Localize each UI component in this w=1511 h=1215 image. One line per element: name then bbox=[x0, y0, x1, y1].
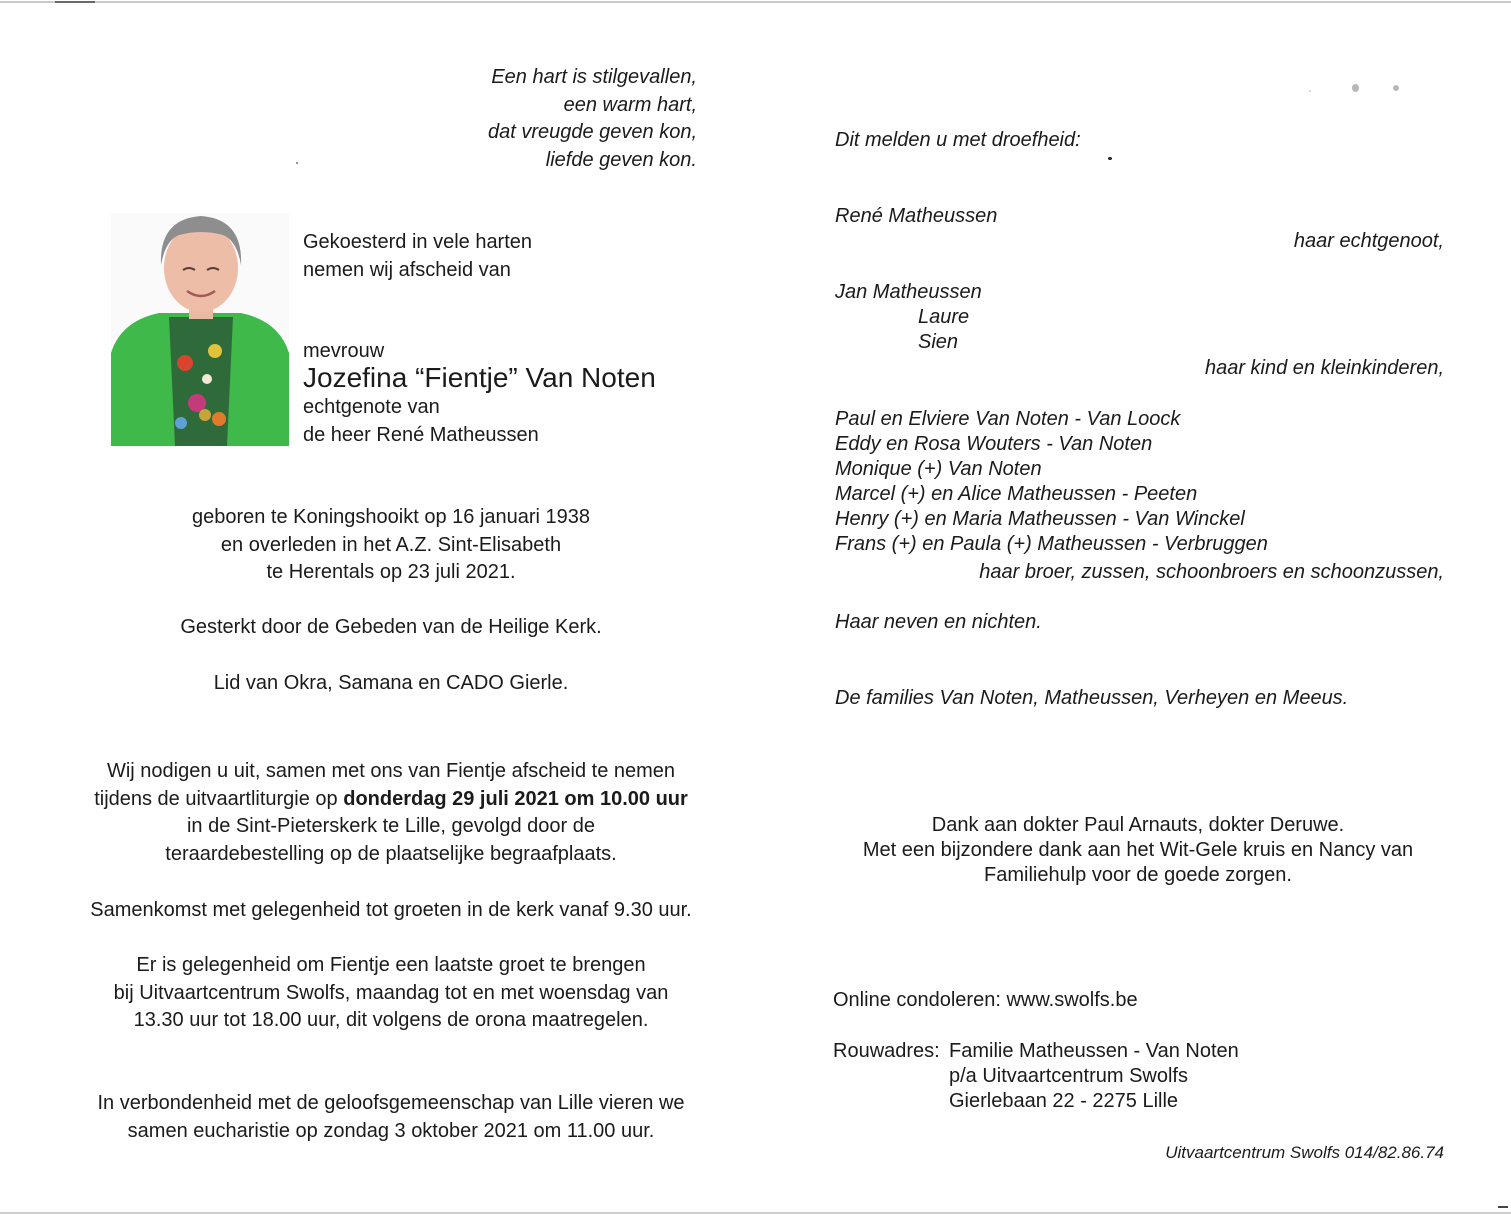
deceased-name: Jozefina “Fientje” Van Noten bbox=[303, 362, 656, 393]
spouse-line: de heer René Matheussen bbox=[303, 423, 539, 446]
invitation-line: in de Sint-Pieterskerk te Lille, gevolgd door de bbox=[186, 815, 595, 837]
siblings-relation: haar broer, zussen, schoonbroers en schoonzussen, bbox=[979, 561, 1444, 583]
online-condolence: Online condoleren: www.swolfs.be bbox=[833, 989, 1138, 1011]
funeral-invitation bbox=[60, 758, 722, 868]
scan-speck bbox=[1393, 85, 1399, 91]
sibling-entry: Monique (+) Van Noten bbox=[835, 458, 1042, 480]
child-name: Jan Matheussen bbox=[835, 281, 982, 303]
child-block bbox=[835, 280, 982, 355]
spouse-info bbox=[303, 394, 656, 449]
intro-line: Gekoesterd in vele harten bbox=[303, 231, 533, 253]
undertaker-contact: Uitvaartcentrum Swolfs 014/82.86.74 bbox=[1165, 1143, 1444, 1162]
sibling-entry: Marcel (+) en Alice Matheussen - Peeten bbox=[835, 483, 1198, 505]
scan-speck bbox=[1352, 84, 1359, 92]
address-line: Familie Matheussen - Van Noten bbox=[949, 1040, 1239, 1062]
top-scan-mark bbox=[55, 1, 95, 3]
mass-line: In verbondenheid met de geloofsgemeenschap van Lille vieren we bbox=[97, 1092, 685, 1114]
birth-death-line: en overleden in het A.Z. Sint-Elisabeth bbox=[220, 533, 562, 556]
grandchild-name: Laure bbox=[918, 306, 970, 328]
visitation-info bbox=[60, 952, 722, 1035]
invitation-line bbox=[60, 786, 722, 814]
address-lines bbox=[949, 1039, 1239, 1114]
scan-speck bbox=[1108, 157, 1112, 160]
intro-line: nemen wij afscheid van bbox=[303, 258, 511, 281]
spouse-line: echtgenote van bbox=[303, 396, 440, 418]
mass-line: samen eucharistie op zondag 3 oktober 2021 om 11.00 uur. bbox=[127, 1119, 655, 1142]
memorial-poem bbox=[488, 64, 697, 174]
thanks-line: Dank aan dokter Paul Arnauts, dokter Deruwe. bbox=[931, 814, 1345, 836]
announcement: Dit melden u met droefheid: bbox=[835, 129, 1081, 151]
child-relation: haar kind en kleinkinderen, bbox=[1204, 357, 1444, 379]
sibling-entry: Paul en Elviere Van Noten - Van Loock bbox=[835, 408, 1181, 430]
corner-mark bbox=[1498, 1206, 1508, 1208]
families-text: De families Van Noten, Matheussen, Verheyen en Meeus. bbox=[835, 687, 1349, 709]
mass-info bbox=[60, 1090, 722, 1145]
address-line: Gierlebaan 22 - 2275 Lille bbox=[949, 1090, 1179, 1112]
strengthened-text: Gesterkt door de Gebeden van de Heilige Kerk. bbox=[180, 616, 602, 638]
cousins-text: Haar neven en nichten. bbox=[835, 611, 1042, 633]
thanks-text bbox=[835, 813, 1441, 888]
deceased-block bbox=[303, 339, 656, 449]
scan-speck bbox=[1309, 90, 1311, 92]
address-label: Rouwadres: bbox=[833, 1040, 940, 1062]
poem-line: dat vreugde geven kon, bbox=[487, 121, 697, 143]
birth-death-info bbox=[60, 504, 722, 587]
sibling-entry: Frans (+) en Paula (+) Matheussen - Verbruggen bbox=[835, 533, 1268, 555]
birth-death-line: te Herentals op 23 juli 2021. bbox=[266, 561, 516, 583]
grandchild-name: Sien bbox=[918, 331, 959, 353]
portrait-photo bbox=[111, 213, 289, 446]
scan-speck bbox=[296, 162, 298, 164]
visitation-line: bij Uitvaartcentrum Swolfs, maandag tot en met woensdag van bbox=[113, 981, 669, 1004]
poem-line: liefde geven kon. bbox=[545, 148, 697, 171]
gathering-text: Samenkomst met gelegenheid tot groeten in de kerk vanaf 9.30 uur. bbox=[90, 899, 692, 921]
poem-line: Een hart is stilgevallen, bbox=[491, 66, 697, 88]
bottom-scan-edge bbox=[0, 1212, 1511, 1214]
invitation-text: tijdens de uitvaartliturgie op bbox=[94, 787, 344, 810]
address-line: p/a Uitvaartcentrum Swolfs bbox=[949, 1065, 1188, 1087]
invitation-line: teraardebestelling op de plaatselijke begraafplaats. bbox=[165, 842, 617, 865]
husband-relation: haar echtgenoot, bbox=[1293, 230, 1444, 252]
siblings-list bbox=[835, 407, 1268, 557]
invitation-line: Wij nodigen u uit, samen met ons van Fientje afscheid te nemen bbox=[106, 760, 676, 782]
husband-name: René Matheussen bbox=[835, 205, 998, 227]
sibling-entry: Eddy en Rosa Wouters - Van Noten bbox=[835, 433, 1153, 455]
intro-text bbox=[303, 229, 532, 284]
visitation-line: Er is gelegenheid om Fientje een laatste groet te brengen bbox=[136, 954, 646, 976]
sibling-entry: Henry (+) en Maria Matheussen - Van Winckel bbox=[835, 508, 1245, 530]
membership-text: Lid van Okra, Samana en CADO Gierle. bbox=[213, 672, 569, 694]
mourning-address bbox=[833, 1039, 1239, 1114]
thanks-line: Met een bijzondere dank aan het Wit-Gele kruis en Nancy van bbox=[862, 839, 1414, 861]
funeral-date: donderdag 29 juli 2021 om 10.00 uur bbox=[343, 787, 688, 810]
top-scan-edge bbox=[0, 1, 1511, 3]
thanks-line: Familiehulp voor de goede zorgen. bbox=[984, 864, 1292, 886]
birth-death-line: geboren te Koningshooikt op 16 januari 1938 bbox=[191, 506, 591, 528]
deceased-title: mevrouw bbox=[303, 340, 385, 362]
poem-line: een warm hart, bbox=[563, 93, 697, 116]
visitation-line: 13.30 uur tot 18.00 uur, dit volgens de orona maatregelen. bbox=[133, 1009, 649, 1031]
